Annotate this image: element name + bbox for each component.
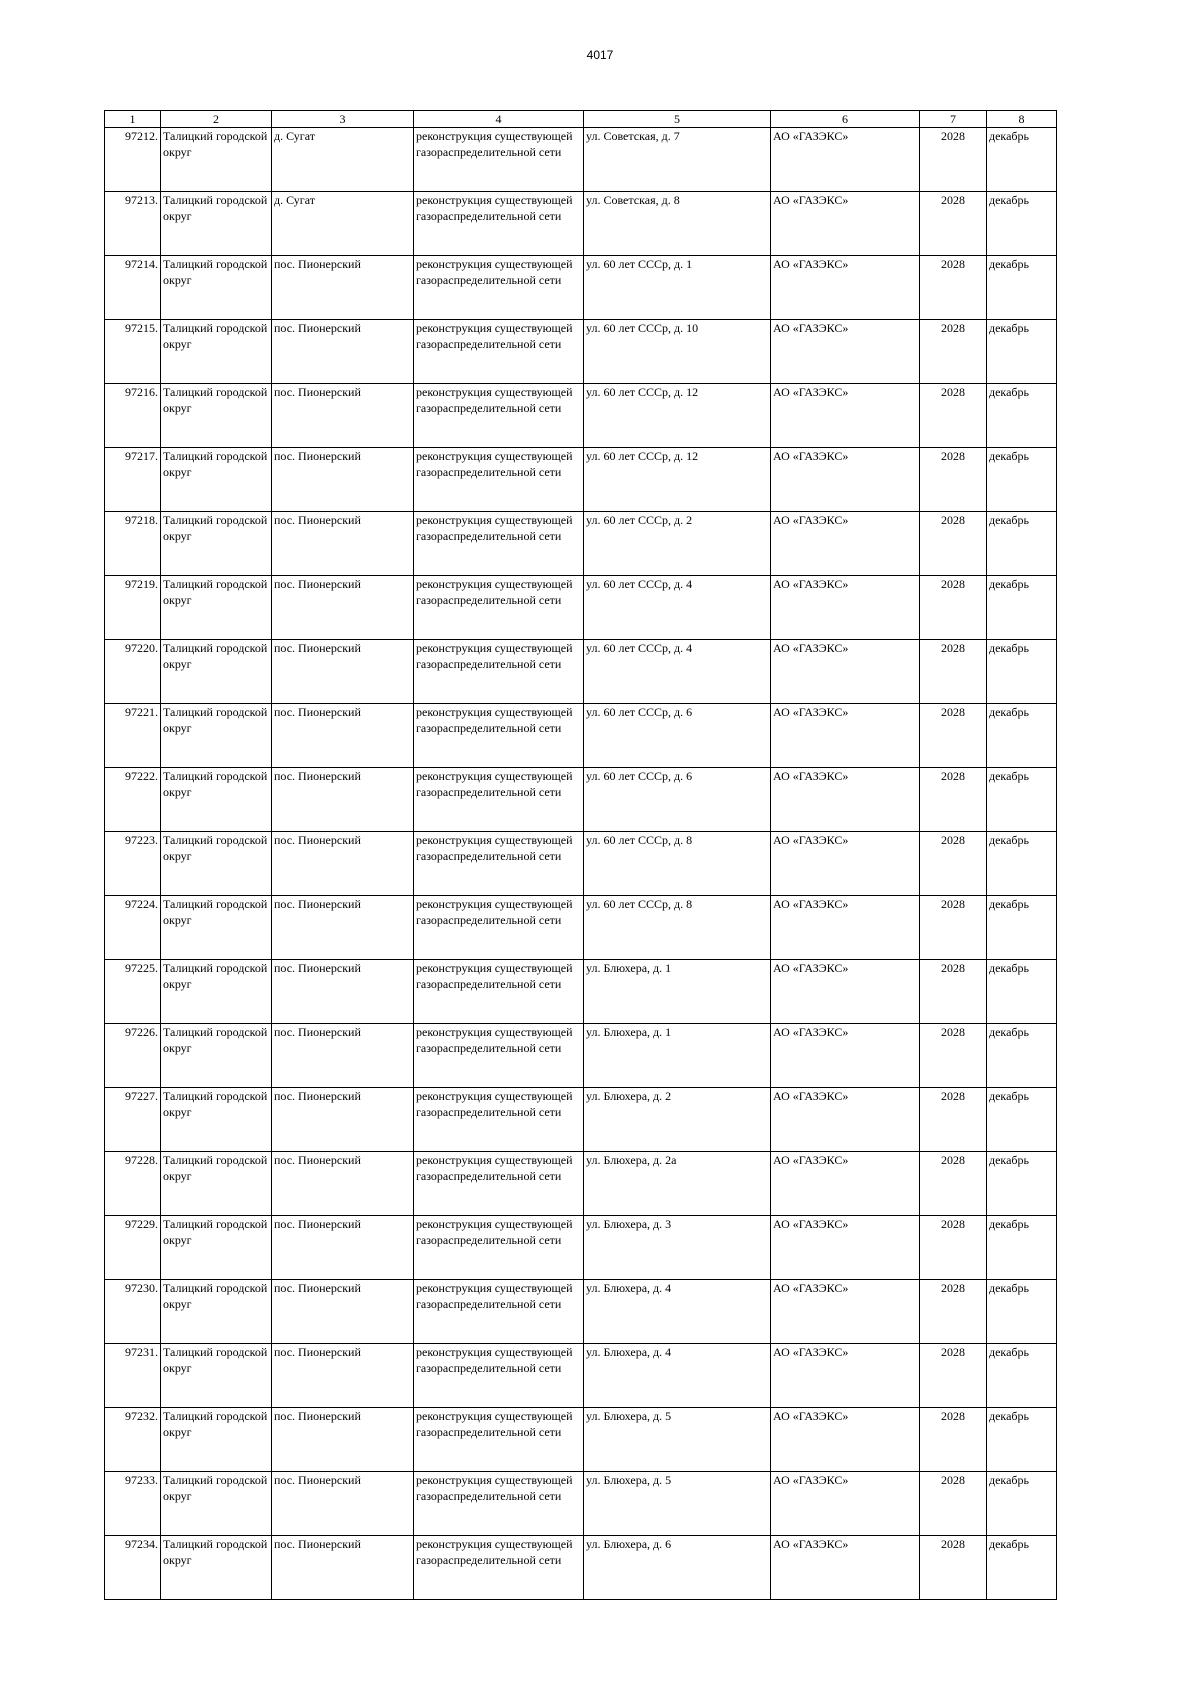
column-header: 7: [920, 111, 987, 128]
month-cell: декабрь: [987, 1088, 1057, 1152]
organization-cell: АО «ГАЗЭКС»: [771, 640, 920, 704]
month-cell: декабрь: [987, 192, 1057, 256]
month-cell: декабрь: [987, 1024, 1057, 1088]
organization-cell: АО «ГАЗЭКС»: [771, 1152, 920, 1216]
header-row: [105, 111, 1057, 128]
organization-cell: АО «ГАЗЭКС»: [771, 1216, 920, 1280]
address-cell: ул. Блюхера, д. 5: [584, 1472, 771, 1536]
year-cell: 2028: [920, 704, 987, 768]
address-cell: ул. Блюхера, д. 4: [584, 1344, 771, 1408]
settlement-cell: пос. Пионерский: [272, 1088, 414, 1152]
work-type-cell: реконструкция существующей газораспределительной сети: [414, 448, 584, 512]
table-row: [105, 1088, 1057, 1152]
month-cell: декабрь: [987, 1344, 1057, 1408]
month-cell: декабрь: [987, 1280, 1057, 1344]
row-number: 97215.: [105, 320, 161, 384]
address-cell: ул. Блюхера, д. 1: [584, 960, 771, 1024]
column-header: 5: [584, 111, 771, 128]
work-type-cell: реконструкция существующей газораспределительной сети: [414, 1152, 584, 1216]
table-row: [105, 1152, 1057, 1216]
row-number: 97224.: [105, 896, 161, 960]
organization-cell: АО «ГАЗЭКС»: [771, 448, 920, 512]
column-header: 4: [414, 111, 584, 128]
month-cell: декабрь: [987, 1472, 1057, 1536]
district-cell: Талицкий городской округ: [161, 448, 272, 512]
work-type-cell: реконструкция существующей газораспределительной сети: [414, 1024, 584, 1088]
organization-cell: АО «ГАЗЭКС»: [771, 1280, 920, 1344]
column-header: 6: [771, 111, 920, 128]
address-cell: ул. 60 лет СССр, д. 4: [584, 640, 771, 704]
settlement-cell: пос. Пионерский: [272, 1216, 414, 1280]
table-row: [105, 1472, 1057, 1536]
settlement-cell: пос. Пионерский: [272, 576, 414, 640]
district-cell: Талицкий городской округ: [161, 640, 272, 704]
table-row: [105, 1024, 1057, 1088]
work-type-cell: реконструкция существующей газораспределительной сети: [414, 320, 584, 384]
settlement-cell: пос. Пионерский: [272, 1344, 414, 1408]
month-cell: декабрь: [987, 256, 1057, 320]
settlement-cell: пос. Пионерский: [272, 768, 414, 832]
settlement-cell: пос. Пионерский: [272, 256, 414, 320]
settlement-cell: пос. Пионерский: [272, 1152, 414, 1216]
year-cell: 2028: [920, 640, 987, 704]
year-cell: 2028: [920, 1408, 987, 1472]
table-row: [105, 1344, 1057, 1408]
organization-cell: АО «ГАЗЭКС»: [771, 704, 920, 768]
row-number: 97221.: [105, 704, 161, 768]
organization-cell: АО «ГАЗЭКС»: [771, 1472, 920, 1536]
table-row: [105, 640, 1057, 704]
settlement-cell: пос. Пионерский: [272, 1024, 414, 1088]
work-type-cell: реконструкция существующей газораспределительной сети: [414, 192, 584, 256]
table-row: [105, 320, 1057, 384]
work-type-cell: реконструкция существующей газораспределительной сети: [414, 704, 584, 768]
column-header: 3: [272, 111, 414, 128]
row-number: 97225.: [105, 960, 161, 1024]
settlement-cell: д. Сугат: [272, 192, 414, 256]
row-number: 97217.: [105, 448, 161, 512]
address-cell: ул. 60 лет СССр, д. 2: [584, 512, 771, 576]
table-row: [105, 1408, 1057, 1472]
year-cell: 2028: [920, 576, 987, 640]
year-cell: 2028: [920, 256, 987, 320]
month-cell: декабрь: [987, 768, 1057, 832]
table-row: [105, 704, 1057, 768]
settlement-cell: пос. Пионерский: [272, 1408, 414, 1472]
work-type-cell: реконструкция существующей газораспределительной сети: [414, 960, 584, 1024]
year-cell: 2028: [920, 320, 987, 384]
year-cell: 2028: [920, 832, 987, 896]
organization-cell: АО «ГАЗЭКС»: [771, 192, 920, 256]
row-number: 97214.: [105, 256, 161, 320]
district-cell: Талицкий городской округ: [161, 576, 272, 640]
organization-cell: АО «ГАЗЭКС»: [771, 960, 920, 1024]
organization-cell: АО «ГАЗЭКС»: [771, 1024, 920, 1088]
organization-cell: АО «ГАЗЭКС»: [771, 1344, 920, 1408]
row-number: 97233.: [105, 1472, 161, 1536]
organization-cell: АО «ГАЗЭКС»: [771, 1536, 920, 1600]
work-type-cell: реконструкция существующей газораспределительной сети: [414, 1216, 584, 1280]
district-cell: Талицкий городской округ: [161, 1408, 272, 1472]
work-type-cell: реконструкция существующей газораспределительной сети: [414, 128, 584, 192]
district-cell: Талицкий городской округ: [161, 1536, 272, 1600]
table-row: [105, 128, 1057, 192]
address-cell: ул. Блюхера, д. 4: [584, 1280, 771, 1344]
address-cell: ул. Блюхера, д. 2: [584, 1088, 771, 1152]
table-row: [105, 960, 1057, 1024]
table-row: [105, 192, 1057, 256]
address-cell: ул. Советская, д. 8: [584, 192, 771, 256]
address-cell: ул. 60 лет СССр, д. 4: [584, 576, 771, 640]
table-row: [105, 896, 1057, 960]
month-cell: декабрь: [987, 576, 1057, 640]
organization-cell: АО «ГАЗЭКС»: [771, 128, 920, 192]
organization-cell: АО «ГАЗЭКС»: [771, 832, 920, 896]
row-number: 97229.: [105, 1216, 161, 1280]
table-row: [105, 768, 1057, 832]
settlement-cell: пос. Пионерский: [272, 960, 414, 1024]
address-cell: ул. 60 лет СССр, д. 6: [584, 768, 771, 832]
district-cell: Талицкий городской округ: [161, 960, 272, 1024]
settlement-cell: пос. Пионерский: [272, 320, 414, 384]
table-row: [105, 1280, 1057, 1344]
table-row: [105, 832, 1057, 896]
year-cell: 2028: [920, 448, 987, 512]
table-row: [105, 512, 1057, 576]
settlement-cell: пос. Пионерский: [272, 896, 414, 960]
table-row: [105, 448, 1057, 512]
address-cell: ул. 60 лет СССр, д. 8: [584, 896, 771, 960]
row-number: 97228.: [105, 1152, 161, 1216]
year-cell: 2028: [920, 1024, 987, 1088]
work-type-cell: реконструкция существующей газораспределительной сети: [414, 1280, 584, 1344]
organization-cell: АО «ГАЗЭКС»: [771, 1408, 920, 1472]
address-cell: ул. 60 лет СССр, д. 12: [584, 384, 771, 448]
year-cell: 2028: [920, 1344, 987, 1408]
district-cell: Талицкий городской округ: [161, 832, 272, 896]
row-number: 97216.: [105, 384, 161, 448]
district-cell: Талицкий городской округ: [161, 320, 272, 384]
table-row: [105, 1216, 1057, 1280]
settlement-cell: пос. Пионерский: [272, 448, 414, 512]
work-type-cell: реконструкция существующей газораспределительной сети: [414, 512, 584, 576]
row-number: 97230.: [105, 1280, 161, 1344]
table-row: [105, 576, 1057, 640]
year-cell: 2028: [920, 384, 987, 448]
row-number: 97234.: [105, 1536, 161, 1600]
organization-cell: АО «ГАЗЭКС»: [771, 512, 920, 576]
column-header: 1: [105, 111, 161, 128]
address-cell: ул. Блюхера, д. 2а: [584, 1152, 771, 1216]
year-cell: 2028: [920, 1088, 987, 1152]
row-number: 97213.: [105, 192, 161, 256]
year-cell: 2028: [920, 1152, 987, 1216]
address-cell: ул. Советская, д. 7: [584, 128, 771, 192]
organization-cell: АО «ГАЗЭКС»: [771, 320, 920, 384]
row-number: 97226.: [105, 1024, 161, 1088]
district-cell: Талицкий городской округ: [161, 1344, 272, 1408]
month-cell: декабрь: [987, 1152, 1057, 1216]
district-cell: Талицкий городской округ: [161, 384, 272, 448]
month-cell: декабрь: [987, 704, 1057, 768]
year-cell: 2028: [920, 896, 987, 960]
district-cell: Талицкий городской округ: [161, 512, 272, 576]
district-cell: Талицкий городской округ: [161, 1216, 272, 1280]
work-type-cell: реконструкция существующей газораспределительной сети: [414, 384, 584, 448]
month-cell: декабрь: [987, 1536, 1057, 1600]
organization-cell: АО «ГАЗЭКС»: [771, 896, 920, 960]
column-header: 8: [987, 111, 1057, 128]
row-number: 97220.: [105, 640, 161, 704]
month-cell: декабрь: [987, 960, 1057, 1024]
year-cell: 2028: [920, 512, 987, 576]
work-type-cell: реконструкция существующей газораспределительной сети: [414, 1536, 584, 1600]
page-number: 4017: [586, 48, 614, 62]
work-type-cell: реконструкция существующей газораспределительной сети: [414, 576, 584, 640]
table-row: [105, 384, 1057, 448]
district-cell: Талицкий городской округ: [161, 768, 272, 832]
year-cell: 2028: [920, 128, 987, 192]
organization-cell: АО «ГАЗЭКС»: [771, 768, 920, 832]
district-cell: Талицкий городской округ: [161, 704, 272, 768]
year-cell: 2028: [920, 1472, 987, 1536]
organization-cell: АО «ГАЗЭКС»: [771, 384, 920, 448]
data-table: [104, 110, 1057, 1600]
address-cell: ул. 60 лет СССр, д. 12: [584, 448, 771, 512]
row-number: 97232.: [105, 1408, 161, 1472]
organization-cell: АО «ГАЗЭКС»: [771, 1088, 920, 1152]
address-cell: ул. 60 лет СССр, д. 1: [584, 256, 771, 320]
address-cell: ул. Блюхера, д. 6: [584, 1536, 771, 1600]
row-number: 97223.: [105, 832, 161, 896]
year-cell: 2028: [920, 1536, 987, 1600]
settlement-cell: пос. Пионерский: [272, 384, 414, 448]
work-type-cell: реконструкция существующей газораспределительной сети: [414, 1472, 584, 1536]
row-number: 97212.: [105, 128, 161, 192]
district-cell: Талицкий городской округ: [161, 1152, 272, 1216]
address-cell: ул. Блюхера, д. 1: [584, 1024, 771, 1088]
column-header: 2: [161, 111, 272, 128]
organization-cell: АО «ГАЗЭКС»: [771, 576, 920, 640]
table-body: [105, 128, 1057, 1600]
work-type-cell: реконструкция существующей газораспределительной сети: [414, 832, 584, 896]
address-cell: ул. 60 лет СССр, д. 10: [584, 320, 771, 384]
year-cell: 2028: [920, 1280, 987, 1344]
table-row: [105, 256, 1057, 320]
year-cell: 2028: [920, 1216, 987, 1280]
settlement-cell: пос. Пионерский: [272, 1536, 414, 1600]
district-cell: Талицкий городской округ: [161, 1280, 272, 1344]
work-type-cell: реконструкция существующей газораспределительной сети: [414, 1408, 584, 1472]
district-cell: Талицкий городской округ: [161, 1024, 272, 1088]
month-cell: декабрь: [987, 1216, 1057, 1280]
month-cell: декабрь: [987, 320, 1057, 384]
work-type-cell: реконструкция существующей газораспределительной сети: [414, 640, 584, 704]
organization-cell: АО «ГАЗЭКС»: [771, 256, 920, 320]
settlement-cell: пос. Пионерский: [272, 512, 414, 576]
row-number: 97218.: [105, 512, 161, 576]
month-cell: декабрь: [987, 832, 1057, 896]
district-cell: Талицкий городской округ: [161, 1472, 272, 1536]
month-cell: декабрь: [987, 896, 1057, 960]
district-cell: Талицкий городской округ: [161, 256, 272, 320]
district-cell: Талицкий городской округ: [161, 192, 272, 256]
district-cell: Талицкий городской округ: [161, 128, 272, 192]
month-cell: декабрь: [987, 640, 1057, 704]
address-cell: ул. 60 лет СССр, д. 8: [584, 832, 771, 896]
settlement-cell: пос. Пионерский: [272, 1472, 414, 1536]
work-type-cell: реконструкция существующей газораспределительной сети: [414, 256, 584, 320]
row-number: 97227.: [105, 1088, 161, 1152]
table-row: [105, 1536, 1057, 1600]
work-type-cell: реконструкция существующей газораспределительной сети: [414, 1344, 584, 1408]
district-cell: Талицкий городской округ: [161, 896, 272, 960]
district-cell: Талицкий городской округ: [161, 1088, 272, 1152]
settlement-cell: пос. Пионерский: [272, 704, 414, 768]
row-number: 97222.: [105, 768, 161, 832]
address-cell: ул. Блюхера, д. 3: [584, 1216, 771, 1280]
year-cell: 2028: [920, 768, 987, 832]
address-cell: ул. Блюхера, д. 5: [584, 1408, 771, 1472]
month-cell: декабрь: [987, 448, 1057, 512]
settlement-cell: пос. Пионерский: [272, 832, 414, 896]
row-number: 97231.: [105, 1344, 161, 1408]
work-type-cell: реконструкция существующей газораспределительной сети: [414, 896, 584, 960]
month-cell: декабрь: [987, 512, 1057, 576]
settlement-cell: пос. Пионерский: [272, 640, 414, 704]
work-type-cell: реконструкция существующей газораспределительной сети: [414, 768, 584, 832]
address-cell: ул. 60 лет СССр, д. 6: [584, 704, 771, 768]
year-cell: 2028: [920, 960, 987, 1024]
month-cell: декабрь: [987, 384, 1057, 448]
settlement-cell: пос. Пионерский: [272, 1280, 414, 1344]
work-type-cell: реконструкция существующей газораспределительной сети: [414, 1088, 584, 1152]
month-cell: декабрь: [987, 1408, 1057, 1472]
settlement-cell: д. Сугат: [272, 128, 414, 192]
month-cell: декабрь: [987, 128, 1057, 192]
row-number: 97219.: [105, 576, 161, 640]
year-cell: 2028: [920, 192, 987, 256]
